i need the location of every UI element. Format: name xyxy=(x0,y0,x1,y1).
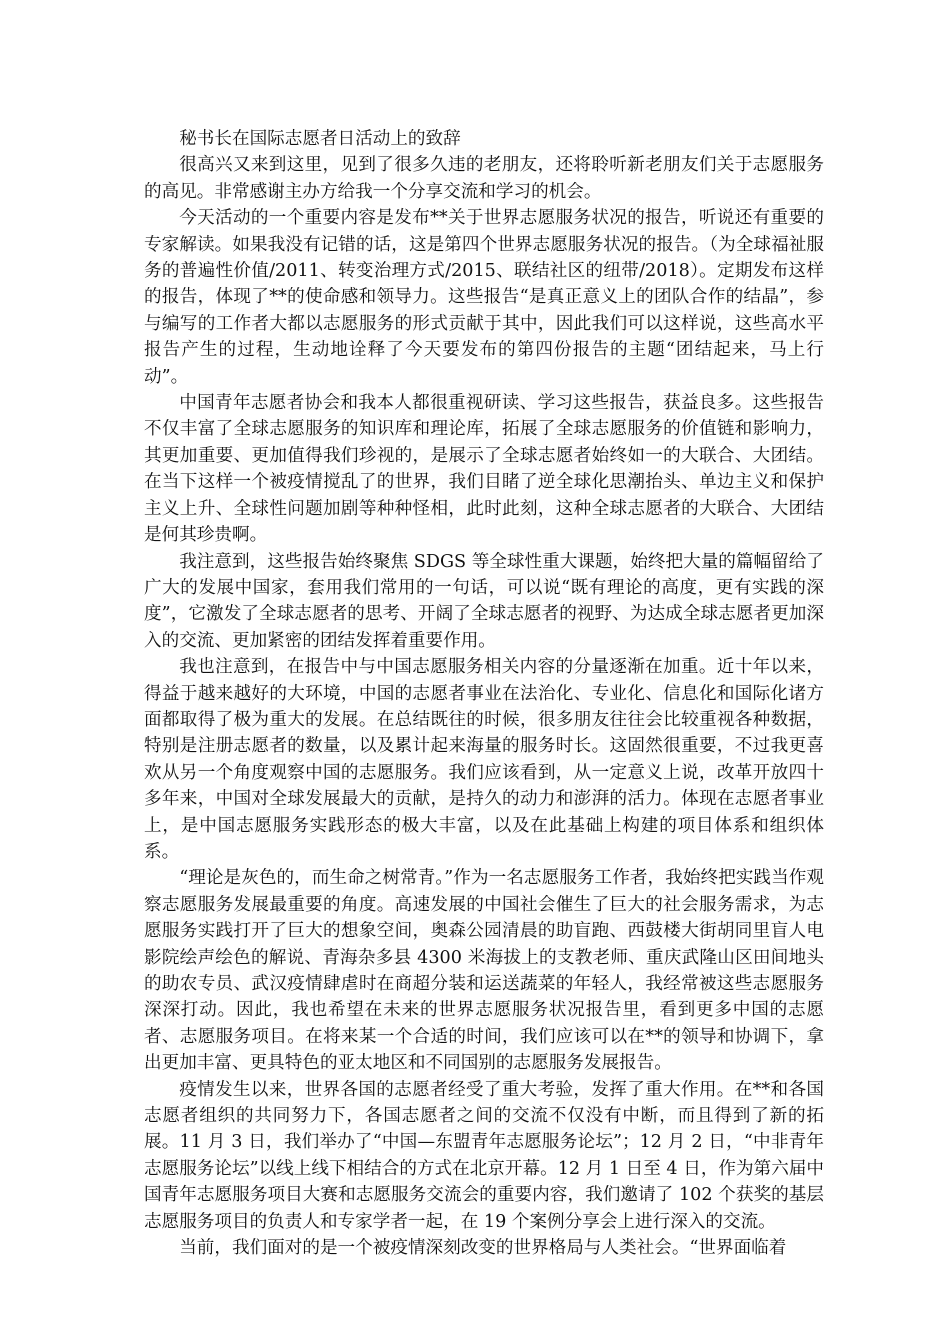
document-title: 秘书长在国际志愿者日活动上的致辞 xyxy=(179,129,461,149)
document-body xyxy=(144,126,824,1261)
paragraph: 疫情发生以来，世界各国的志愿者经受了重大考验，发挥了重大作用。在**和各国志愿者组织的共同努力下，各国志愿者之间的交流不仅没有中断，而且得到了新的拓展。11 月 3 日，我们举办了“中国—东盟青年志愿服务论坛”；12 月 2 日，“中非青年志愿服务论坛”以线上线下相结合的方式在北京开幕。12 月 1 日至 4 日，作为第六届中国青年志愿服务项目大赛和志愿服务交流会的重要内容，我们邀请了 102 个获奖的基层志愿服务项目的负责人和专家学者一起，在 19 个案例分享会上进行深入的交流。 xyxy=(144,1079,824,1232)
paragraph: 我注意到，这些报告始终聚焦 SDGS 等全球性重大课题，始终把大量的篇幅留给了广大的发展中国家，套用我们常用的一句话，可以说“既有理论的高度，更有实践的深度”，它激发了全球志愿者的思考、开阔了全球志愿者的视野、为达成全球志愿者更加深入的交流、更加紧密的团结发挥着重要作用。 xyxy=(144,551,824,651)
paragraph: 我也注意到，在报告中与中国志愿服务相关内容的分量逐渐在加重。近十年以来，得益于越来越好的大环境，中国的志愿者事业在法治化、专业化、信息化和国际化诸方面都取得了极为重大的发展。在总结既往的时候，很多朋友往往会比较重视各种数据，特别是注册志愿者的数量，以及累计起来海量的服务时长。这固然很重要，不过我更喜欢从另一个角度观察中国的志愿服务。我们应该看到，从一定意义上说，改革开放四十多年来，中国对全球发展最大的贡献，是持久的动力和澎湃的活力。体现在志愿者事业上，是中国志愿服务实践形态的极大丰富，以及在此基础上构建的项目体系和组织体系。 xyxy=(144,657,824,862)
paragraph: “理论是灰色的，而生命之树常青。”作为一名志愿服务工作者，我始终把实践当作观察志愿服务发展最重要的角度。高速发展的中国社会催生了巨大的社会服务需求，为志愿服务实践打开了巨大的想象空间，奥森公园清晨的助盲跑、西鼓楼大街胡同里盲人电影院绘声绘色的解说、青海杂多县 4300 米海拔上的支教老师、重庆武隆山区田间地头的助农专员、武汉疫情肆虐时在商超分装和运送蔬菜的年轻人，我经常被这些志愿服务深深打动。因此，我也希望在未来的世界志愿服务状况报告里，看到更多中国的志愿者、志愿服务项目。在将来某一个合适的时间，我们应该可以在**的领导和协调下，拿出更加丰富、更具特色的亚太地区和不同国别的志愿服务发展报告。 xyxy=(144,868,824,1074)
paragraph: 当前，我们面对的是一个被疫情深刻改变的世界格局与人类社会。“世界面临着 xyxy=(179,1238,787,1259)
paragraph: 今天活动的一个重要内容是发布**关于世界志愿服务状况的报告，听说还有重要的专家解读。如果我没有记错的话，这是第四个世界志愿服务状况的报告。（为全球福祉服务的普遍性价值/2011、转变治理方式/2015、联结社区的纽带/2018）。定期发布这样的报告，体现了**的使命感和领导力。这些报告“是真正意义上的团队合作的结晶”，参与编写的工作者大都以志愿服务的形式贡献于其中，因此我们可以这样说，这些高水平报告产生的过程，生动地诠释了今天要发布的第四份报告的主题“团结起来，马上行动”。 xyxy=(144,208,824,387)
paragraph: 中国青年志愿者协会和我本人都很重视研读、学习这些报告，获益良多。这些报告不仅丰富了全球志愿服务的知识库和理论库，拓展了全球志愿服务的价值链和影响力，其更加重要、更加值得我们珍视的，是展示了全球志愿者始终如一的大联合、大团结。在当下这样一个被疫情搅乱了的世界，我们目睹了逆全球化思潮抬头、单边主义和保护主义上升、全球性问题加剧等种种怪相，此时此刻，这种全球志愿者的大联合、大团结是何其珍贵啊。 xyxy=(144,393,824,546)
paragraph: 很高兴又来到这里，见到了很多久违的老朋友，还将聆听新老朋友们关于志愿服务的高见。非常感谢主办方给我一个分享交流和学习的机会。 xyxy=(144,155,824,202)
